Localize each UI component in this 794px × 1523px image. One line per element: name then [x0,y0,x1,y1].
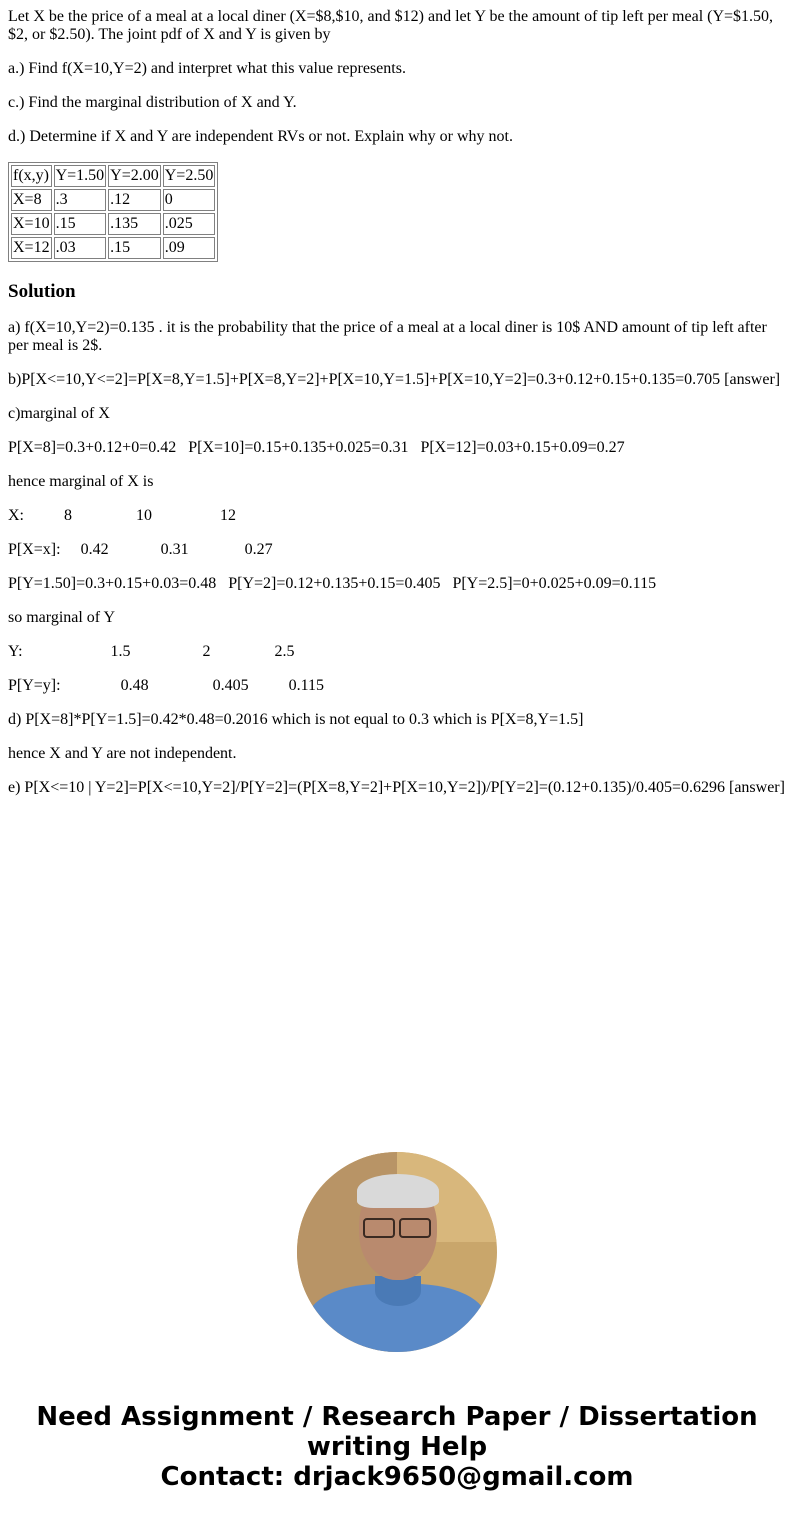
row-label: X=12 [11,237,52,259]
table-cell: .09 [163,237,216,259]
contact-email: Contact: drjack9650@gmail.com [160,1462,634,1492]
marginal-y-calc: P[Y=1.50]=0.3+0.15+0.03=0.48 P[Y=2]=0.12+0.135+0.15=0.405 P[Y=2.5]=0+0.025+0.09=0.115 [8,575,657,592]
row-label: X=8 [11,189,52,211]
table-cell: .03 [54,237,107,259]
table-cell: .15 [54,213,107,235]
table-header-cell: Y=2.00 [108,165,161,187]
marginal-x-values-row: X: 8 10 12 [8,507,236,524]
table-cell: .12 [108,189,161,211]
table-header-cell: f(x,y) [11,165,52,187]
question-d: d.) Determine if X and Y are independent RVs or not. Explain why or why not. [8,128,513,145]
author-footer [0,1152,794,1492]
table-header-row [11,165,215,187]
row-label: X=10 [11,213,52,235]
document-body [8,0,788,797]
marginal-x-probs-row: P[X=x]: 0.42 0.31 0.27 [8,541,273,558]
marginal-y-values-row: Y: 1.5 2 2.5 [8,643,295,660]
hence-marginal-x: hence marginal of X is [8,473,154,490]
table-cell: .3 [54,189,107,211]
solution-heading: Solution [8,281,76,302]
solution-d: d) P[X=8]*P[Y=1.5]=0.42*0.48=0.2016 which is not equal to 0.3 which is P[X=8,Y=1.5] [8,711,584,728]
table-header-cell: Y=1.50 [54,165,107,187]
table-cell: .15 [108,237,161,259]
solution-b: b)P[X<=10,Y<=2]=P[X=8,Y=1.5]+P[X=8,Y=2]+P[X=10,Y=1.5]+P[X=10,Y=2]=0.3+0.12+0.15+0.135=0.705 [answer] [8,371,781,388]
help-banner [0,1402,794,1492]
table-cell: .025 [163,213,216,235]
marginal-x-calc: P[X=8]=0.3+0.12+0=0.42 P[X=10]=0.15+0.135+0.025=0.31 P[X=12]=0.03+0.15+0.09=0.27 [8,439,625,456]
table-row [11,237,215,259]
author-avatar [297,1152,497,1352]
so-marginal-y: so marginal of Y [8,609,116,626]
solution-c-title: c)marginal of X [8,405,110,422]
solution-e: e) P[X<=10 | Y=2]=P[X<=10,Y=2]/P[Y=2]=(P[X=8,Y=2]+P[X=10,Y=2])/P[Y=2]=(0.12+0.135)/0.405=0.6296 [answer] [8,779,785,796]
table-header-cell: Y=2.50 [163,165,216,187]
solution-a: a) f(X=10,Y=2)=0.135 . it is the probability that the price of a meal at a local diner is 10$ AND amount of tip left after per meal is 2$. [8,319,767,354]
table-cell: 0 [163,189,216,211]
help-text: Need Assignment / Research Paper / Dissertation writing Help [36,1402,758,1462]
question-a: a.) Find f(X=10,Y=2) and interpret what this value represents. [8,60,406,77]
marginal-y-probs-row: P[Y=y]: 0.48 0.405 0.115 [8,677,324,694]
solution-d-conclusion: hence X and Y are not independent. [8,745,237,762]
question-c: c.) Find the marginal distribution of X and Y. [8,94,297,111]
table-cell: .135 [108,213,161,235]
problem-intro: Let X be the price of a meal at a local diner (X=$8,$10, and $12) and let Y be the amount of tip left per meal (Y=$1.50, $2, or $2.50). The joint pdf of X and Y is given by [8,8,774,43]
joint-pdf-table [8,162,218,262]
table-row [11,189,215,211]
table-row [11,213,215,235]
